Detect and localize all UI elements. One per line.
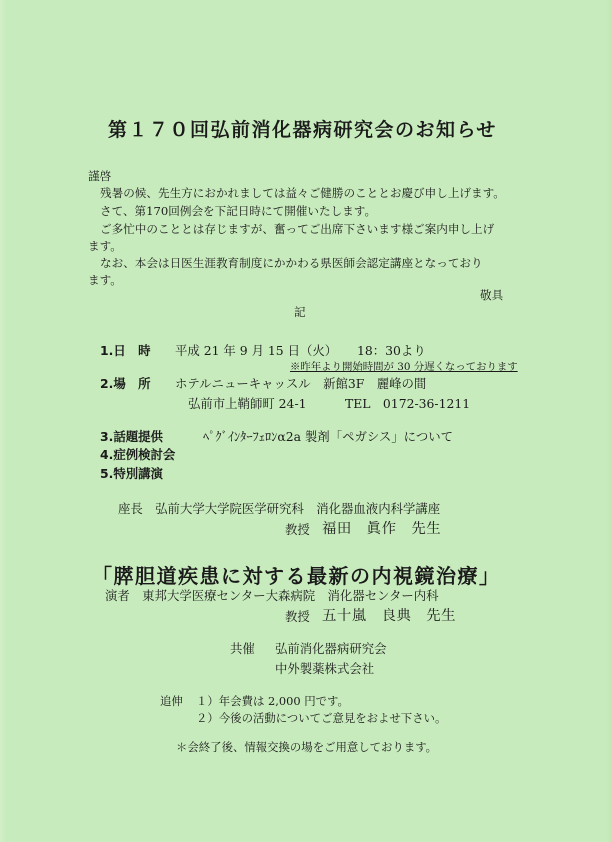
chair-name: 福田 眞作 先生 — [322, 521, 442, 537]
body-line: なお、本会は日医生涯教育制度にかかわる県医師会認定講座となっており — [100, 256, 483, 270]
topic-value: ﾍﾟｸﾞｲﾝﾀｰﾌｪﾛﾝα2a 製剤「ペガシス」について — [203, 429, 453, 444]
time-change-note: ※昨年より開始時間が 30 分遅くなっております — [290, 361, 518, 373]
date-value: 平成 21 年 9 月 15 日（火） — [175, 343, 338, 358]
salutation: 謹啓 — [88, 169, 112, 183]
body-line: ます。 — [88, 239, 122, 253]
chair-title: 教授 — [285, 522, 310, 537]
venue-tel: TEL 0172-36-1211 — [345, 396, 471, 411]
lecture-title: 「膵胆道疾患に対する最新の内視鏡治療」 — [92, 564, 501, 588]
topic-label: 3.話題提供 — [100, 429, 163, 444]
time-value: 18：30より — [357, 343, 426, 358]
cohost-label: 共催 — [230, 641, 255, 656]
postscript-item: １）年会費は 2,000 円です。 — [196, 694, 349, 708]
footnote: ＊会終了後、情報交換の場をご用意しております。 — [176, 740, 438, 754]
body-line: ご多忙中のこととは存じますが、奮ってご出席下さいます様ご案内申し上げ — [100, 222, 495, 236]
venue-label: 2.場 所 — [100, 376, 151, 391]
chair-affiliation: 座長 弘前大学大学院医学研究科 消化器血液内科学講座 — [118, 501, 441, 516]
page-title: 第１７０回弘前消化器病研究会のお知らせ — [108, 119, 497, 141]
closing: 敬具 — [480, 288, 504, 302]
speaker-title: 教授 — [285, 609, 310, 624]
postscript-label: 追伸 — [160, 694, 183, 708]
body-line: ます。 — [88, 273, 122, 287]
body-line: 残暑の候、先生方におかれましては益々ご健勝のこととお慶び申し上げます。 — [100, 186, 505, 200]
cohost-org: 弘前消化器病研究会 — [275, 641, 387, 656]
cohost-org: 中外製薬株式会社 — [275, 661, 375, 676]
special-lecture-label: 5.特別講演 — [100, 466, 163, 481]
ki-marker: 記 — [294, 305, 306, 319]
body-line: さて、第170回例会を下記日時にて開催いたします。 — [100, 204, 377, 218]
postscript-item: ２）今後の活動についてご意見をおよせ下さい。 — [196, 711, 447, 725]
date-label: 1.日 時 — [100, 343, 151, 358]
case-review-label: 4.症例検討会 — [100, 447, 176, 462]
venue-value: ホテルニューキャッスル 新館3F 麗峰の間 — [175, 376, 427, 391]
speaker-affiliation: 演者 東邦大学医療センター大森病院 消化器センター内科 — [105, 588, 439, 603]
venue-address: 弘前市上鞘師町 24-1 — [188, 396, 307, 411]
speaker-name: 五十嵐 良典 先生 — [322, 608, 457, 624]
